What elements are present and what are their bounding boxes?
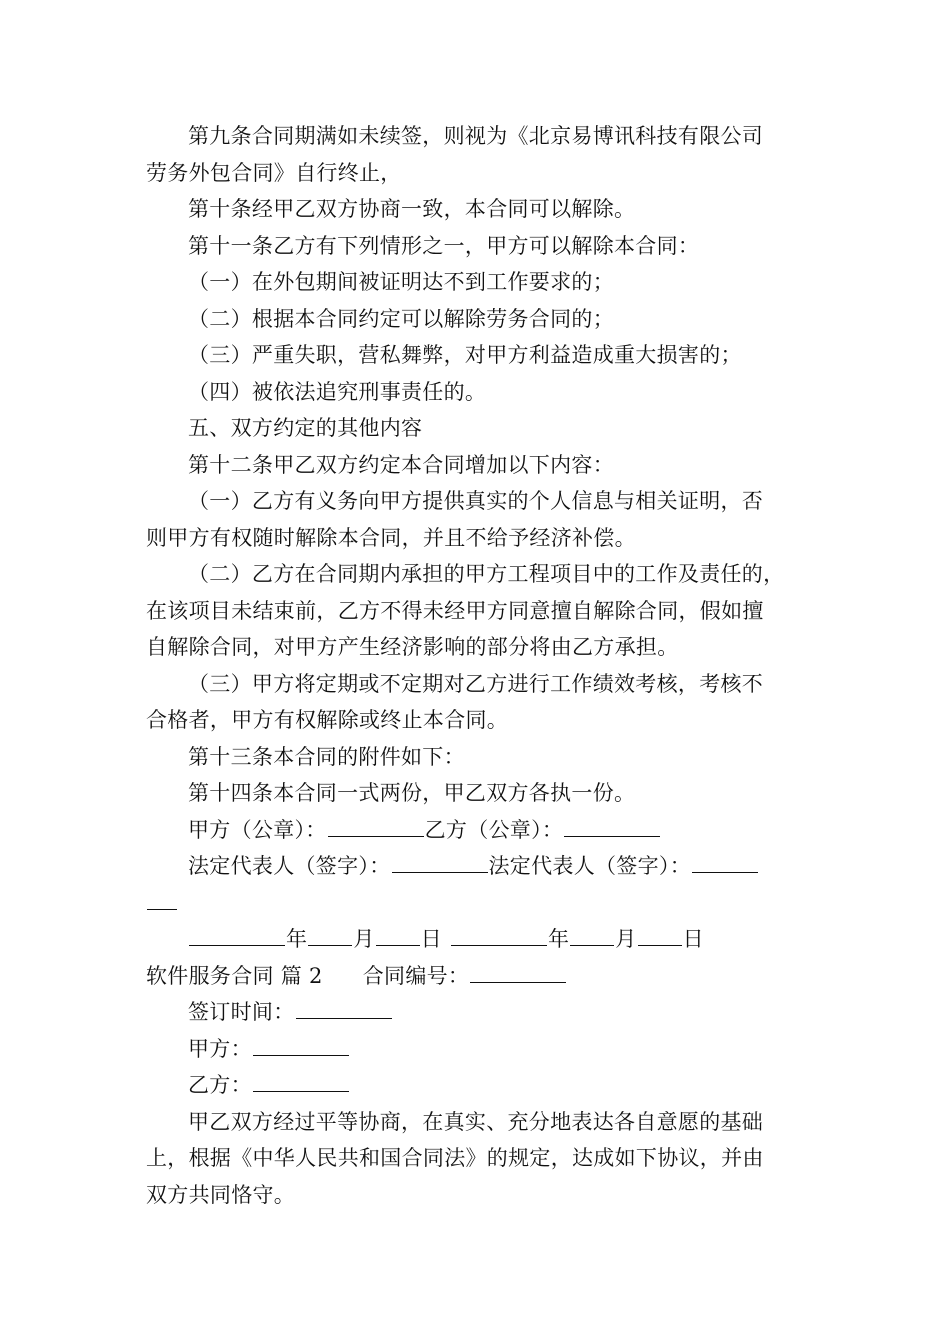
month-a-label: 月 [353,927,375,951]
article-14: 第十四条本合同一式两份，甲乙双方各执一份。 [188,781,636,805]
article-13: 第十三条本合同的附件如下： [188,744,465,769]
party-a-label: 甲方： [188,1036,252,1061]
legal-rep-b-label: 法定代表人（签字）： [488,854,691,878]
contract-2-title: 软件服务合同 篇 2 [146,963,323,988]
legal-rep-b-blank-continued [147,887,177,910]
contract-2-header [146,958,812,995]
article-10: 第十条经甲乙双方协商一致，本合同可以解除。 [188,197,636,221]
party-a-blank [253,1033,349,1056]
party-b-blank [253,1069,349,1092]
legal-rep-line-wrap [146,885,812,922]
article-12-item-1-line-1: （一）乙方有义务向甲方提供真实的个人信息与相关证明，否 [188,489,764,513]
article-11-item-1: （一）在外包期间被证明达不到工作要求的； [188,270,614,294]
day-a-label: 日 [420,927,442,951]
sign-time-blank [296,996,392,1019]
article-11: 第十一条乙方有下列情形之一，甲方可以解除本合同： [188,233,700,258]
month-a-blank [308,923,352,946]
contract-number-blank [470,960,566,983]
legal-rep-line [146,848,812,885]
party-a-seal-blank [328,814,424,837]
party-b-seal-label: 乙方（公章）： [424,817,564,842]
legal-rep-b-blank [692,850,758,873]
contract-number-label: 合同编号： [362,963,470,988]
article-11-item-3: （三）严重失职，营私舞弊，对甲方利益造成重大损害的； [188,343,742,367]
year-a-label: 年 [286,927,308,951]
contract-2-intro-line-2: 上，根据《中华人民共和国合同法》的规定，达成如下协议，并由 [146,1146,764,1170]
article-12-item-3-line-2: 合格者，甲方有权解除或终止本合同。 [146,708,509,732]
legal-rep-a-label: 法定代表人（签字）： [188,854,391,878]
article-9-line-2: 劳务外包合同》自行终止， [146,160,402,185]
party-a-line [146,1031,812,1068]
article-12-item-2-line-3: 自解除合同，对甲方产生经济影响的部分将由乙方承担。 [146,635,679,659]
day-b-label: 日 [682,927,704,951]
year-b-blank [451,923,547,946]
article-11-item-4: （四）被依法追究刑事责任的。 [188,379,487,404]
date-line [146,921,812,958]
day-b-blank [638,923,682,946]
article-12-item-2-line-2: 在该项目未结束前，乙方不得未经甲方同意擅自解除合同，假如擅 [146,598,764,623]
article-11-item-2: （二）根据本合同约定可以解除劳务合同的； [188,306,614,331]
article-12-item-2-line-1: （二）乙方在合同期内承担的甲方工程项目中的工作及责任的， [188,562,785,586]
contract-2-intro-line-3: 双方共同恪守。 [146,1182,296,1207]
article-12-item-1-line-2: 则甲方有权随时解除本合同，并且不给予经济补偿。 [146,525,636,550]
section-5-heading: 五、双方约定的其他内容 [188,416,423,440]
party-b-line [146,1067,812,1104]
year-a-blank [189,923,285,946]
sign-time-label: 签订时间： [188,1000,295,1024]
day-a-blank [376,923,420,946]
contract-2-intro-line-1: 甲乙双方经过平等协商，在真实、充分地表达各自意愿的基础 [188,1109,764,1134]
month-b-label: 月 [615,927,637,951]
party-b-seal-blank [564,814,660,837]
sign-time-line [146,994,812,1031]
party-b-label: 乙方： [188,1073,252,1097]
legal-rep-a-blank [392,850,488,873]
party-a-seal-label: 甲方（公章）： [188,817,327,842]
document-page [146,118,812,1213]
article-12-item-3-line-1: （三）甲方将定期或不定期对乙方进行工作绩效考核，考核不 [188,671,764,696]
year-b-label: 年 [547,927,570,951]
article-12: 第十二条甲乙双方约定本合同增加以下内容： [188,452,614,477]
article-9-line-1: 第九条合同期满如未续签，则视为《北京易博讯科技有限公司 [188,124,764,148]
seal-line [146,812,812,849]
month-b-blank [570,923,614,946]
